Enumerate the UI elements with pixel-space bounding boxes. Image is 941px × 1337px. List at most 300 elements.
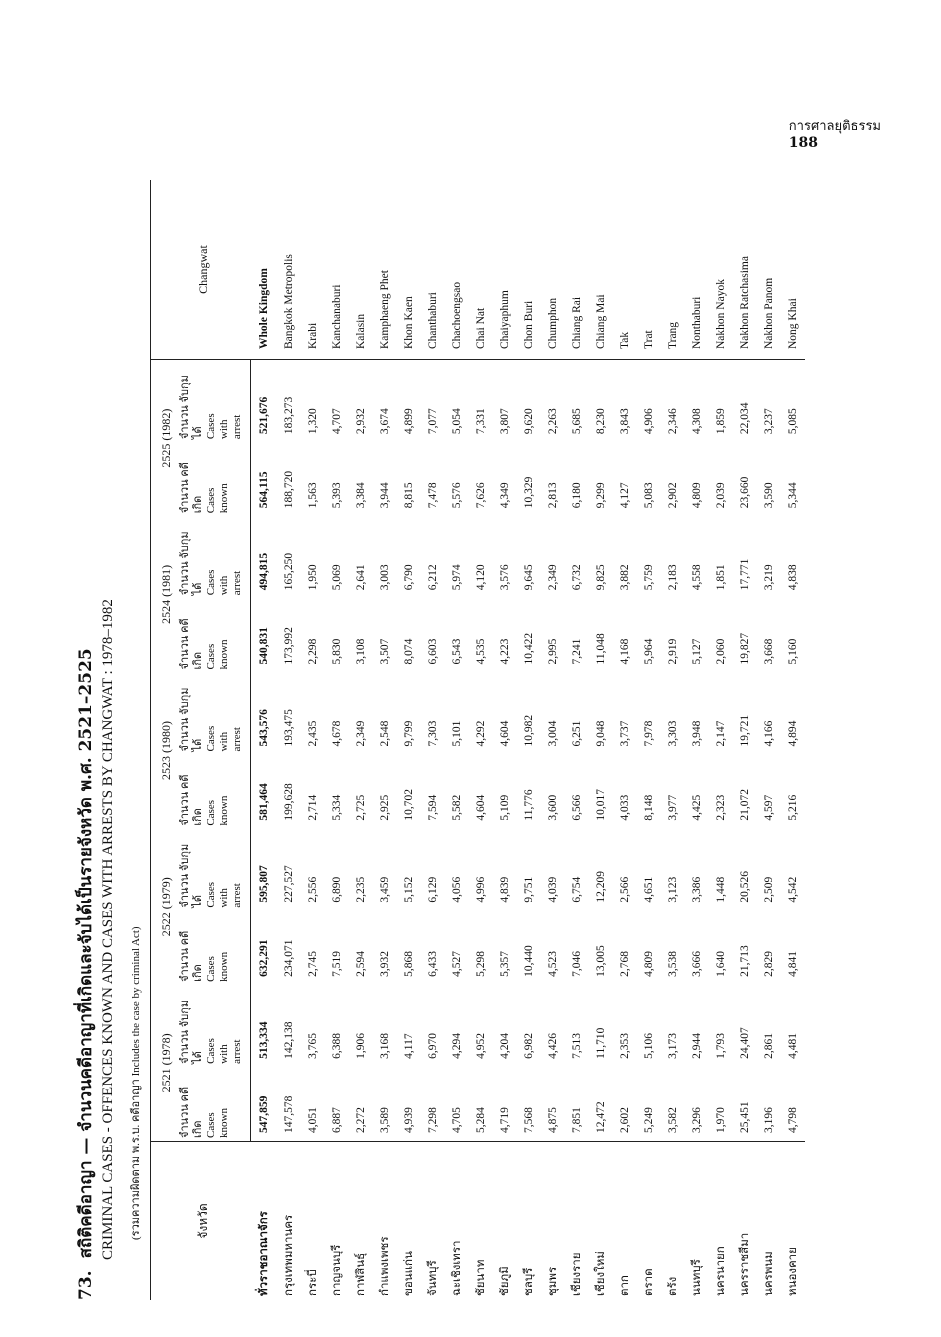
province-thai: เชียงราย [565, 1142, 589, 1301]
cases-arrest-value: 4,294 [451, 1032, 463, 1059]
province-english: Trang [661, 180, 685, 360]
cases-arrest-value: 4,894 [787, 720, 799, 747]
cases-known-value: 7,298 [427, 1107, 439, 1133]
province-row [277, 180, 301, 1300]
cases-known-value: 4,523 [547, 950, 559, 977]
cases-arrest-value: 4,558 [691, 564, 703, 591]
cases-arrest-value: 142,138 [283, 1021, 295, 1059]
cases-arrest-value: 4,678 [331, 720, 343, 747]
cases-arrest-value: 5,069 [331, 564, 343, 591]
arrest-en-label: arrest [231, 883, 243, 908]
cases-arrest-value: 3,576 [499, 564, 511, 591]
year-header: 2521 (1978) [151, 985, 178, 1142]
cases-known-value: 10,017 [595, 789, 607, 821]
province-row [589, 180, 613, 1300]
cases-known-value: 10,422 [523, 632, 535, 665]
cases-known-value: 4,033 [619, 794, 631, 821]
cases-arrest-value: 1,851 [715, 564, 727, 591]
cases-known-value: 23,660 [739, 476, 751, 509]
cases-arrest-value: 6,982 [523, 1032, 535, 1059]
cases-arrest-value: 9,620 [523, 408, 535, 435]
cases-known-value: 3,668 [763, 638, 775, 665]
total-row [251, 180, 278, 1300]
cases-known-value: 4,527 [451, 950, 463, 977]
cases-arrest-value: 3,003 [379, 564, 391, 591]
cases-arrest-value: 3,303 [667, 720, 679, 747]
cases-arrest-value: 2,353 [619, 1032, 631, 1059]
cases-known-value: 4,809 [691, 482, 703, 509]
table-number: 73. [76, 1270, 96, 1300]
province-english: Tak [613, 180, 637, 360]
known-thai-label: จำนวน คดีเกิด [179, 618, 204, 670]
cases-known-value: 234,071 [283, 939, 295, 977]
cases-known-value: 4,597 [763, 794, 775, 821]
cases-arrest-value: 4,707 [331, 408, 343, 435]
year-header-row [151, 180, 178, 1300]
cases-known-value: 9,299 [595, 482, 607, 509]
arrest-thai-label: จำนวน จับกุมได้ [179, 843, 204, 908]
province-thai: จันทบุรี [421, 1142, 445, 1301]
cases-known-value: 5,830 [331, 638, 343, 665]
province-english: Trat [637, 180, 661, 360]
cases-arrest-value: 5,152 [403, 876, 415, 903]
cases-arrest-value: 3,674 [379, 408, 391, 435]
province-row [733, 180, 757, 1300]
cases-arrest-header [177, 360, 251, 443]
cases-known-value: 2,995 [547, 638, 559, 665]
cases-arrest-value: 4,952 [475, 1032, 487, 1059]
thai-province-header: จังหวัด [151, 1142, 251, 1301]
cases-arrest-value: 4,651 [643, 876, 655, 903]
province-thai: ชุมพร [541, 1142, 565, 1301]
cases-arrest-value: 5,106 [643, 1032, 655, 1059]
year-header: 2523 (1980) [151, 672, 178, 828]
cases-arrest-value: 6,754 [571, 876, 583, 903]
province-english: Chai Nat [469, 180, 493, 360]
cases-known-value: 3,666 [691, 950, 703, 977]
province-thai: ตราด [637, 1142, 661, 1301]
cases-known-value: 2,594 [355, 950, 367, 977]
rotated-table-page [68, 180, 858, 1300]
cases-known-value: 3,582 [667, 1107, 679, 1133]
cases-arrest-value: 4,204 [499, 1032, 511, 1059]
cases-known-value: 8,074 [403, 638, 415, 665]
cases-known-value: 5,109 [499, 794, 511, 821]
cases-arrest-value: 4,604 [499, 720, 511, 747]
province-english: Kanchanaburi [325, 180, 349, 360]
cases-arrest-value: 1,906 [355, 1032, 367, 1059]
cases-arrest-value: 1,950 [307, 564, 319, 591]
cases-known-value: 4,798 [787, 1107, 799, 1133]
cases-arrest-value: 22,034 [739, 402, 751, 435]
province-row [421, 180, 445, 1300]
cases-arrest-value: 3,123 [667, 876, 679, 903]
english-changwat-header: Changwat [151, 180, 251, 360]
cases-known-value: 5,249 [643, 1107, 655, 1133]
cases-known-value: 2,298 [307, 638, 319, 665]
cases-arrest-value: 3,948 [691, 720, 703, 747]
title-thai-line [72, 648, 99, 1300]
cases-arrest-value: 7,077 [427, 408, 439, 435]
province-row [709, 180, 733, 1300]
cases-arrest-value: 7,978 [643, 720, 655, 747]
arrest-thai-label: จำนวน จับกุมได้ [179, 531, 204, 596]
cases-arrest-value: 7,303 [427, 720, 439, 747]
cases-known-value: 632,291 [258, 939, 270, 977]
cases-known-value: 5,582 [451, 794, 463, 821]
cases-known-value: 5,393 [331, 482, 343, 509]
running-header [789, 118, 881, 152]
cases-arrest-value: 12,209 [595, 871, 607, 903]
province-row [301, 180, 325, 1300]
province-english: Nong Khai [781, 180, 805, 360]
known-en-label: Cases [205, 956, 217, 982]
province-thai: กาญจนบุรี [325, 1142, 349, 1301]
cases-arrest-value: 9,048 [595, 720, 607, 747]
cases-arrest-value: 4,292 [475, 720, 487, 747]
cases-known-value: 4,168 [619, 638, 631, 665]
province-thai: นครพนม [757, 1142, 781, 1301]
cases-arrest-value: 4,839 [499, 876, 511, 903]
cases-known-value: 4,127 [619, 482, 631, 509]
cases-arrest-value: 4,481 [787, 1032, 799, 1059]
province-thai: ชัยภูมิ [493, 1142, 517, 1301]
cases-known-value: 4,535 [475, 638, 487, 665]
province-row [445, 180, 469, 1300]
province-row [661, 180, 685, 1300]
cases-known-value: 7,478 [427, 482, 439, 509]
cases-arrest-value: 6,970 [427, 1032, 439, 1059]
cases-known-value: 7,241 [571, 638, 583, 665]
arrest-en-label: with [218, 419, 230, 440]
cases-arrest-value: 3,882 [619, 564, 631, 591]
cases-known-value: 6,543 [451, 638, 463, 665]
cases-known-value: 4,349 [499, 482, 511, 509]
cases-arrest-value: 4,426 [547, 1032, 559, 1059]
cases-known-value: 5,334 [331, 794, 343, 821]
cases-known-value: 1,640 [715, 950, 727, 977]
cases-known-value: 6,603 [427, 638, 439, 665]
province-row [325, 180, 349, 1300]
cases-known-value: 4,719 [499, 1107, 511, 1133]
cases-arrest-value: 1,793 [715, 1032, 727, 1059]
known-en-label: known [218, 951, 230, 982]
province-english: Khon Kaen [397, 180, 421, 360]
cases-known-value: 5,284 [475, 1107, 487, 1133]
cases-known-value: 2,272 [355, 1107, 367, 1133]
cases-known-value: 6,433 [427, 950, 439, 977]
cases-arrest-value: 2,556 [307, 876, 319, 903]
cases-arrest-value: 9,799 [403, 720, 415, 747]
cases-arrest-value: 2,566 [619, 876, 631, 903]
province-english: Nakhon Ratchasima [733, 180, 757, 360]
cases-known-value: 2,813 [547, 482, 559, 509]
cases-known-value: 6,887 [331, 1107, 343, 1133]
cases-known-value: 3,600 [547, 794, 559, 821]
province-thai: ตาก [613, 1142, 637, 1301]
cases-known-value: 2,829 [763, 950, 775, 977]
cases-arrest-value: 9,645 [523, 564, 535, 591]
cases-arrest-value: 17,771 [739, 558, 751, 591]
known-en-label: known [218, 795, 230, 826]
cases-arrest-value: 4,838 [787, 564, 799, 591]
cases-arrest-value: 4,899 [403, 408, 415, 435]
cases-arrest-value: 2,349 [547, 564, 559, 591]
province-thai: ชลบุรี [517, 1142, 541, 1301]
cases-arrest-value: 4,166 [763, 720, 775, 747]
cases-arrest-value: 6,790 [403, 564, 415, 591]
cases-known-value: 4,809 [643, 950, 655, 977]
province-row [613, 180, 637, 1300]
cases-arrest-value: 9,751 [523, 876, 535, 903]
cases-arrest-value: 6,388 [331, 1032, 343, 1059]
cases-known-value: 8,815 [403, 482, 415, 509]
province-thai: กระบี่ [301, 1142, 325, 1301]
province-thai: ตรัง [661, 1142, 685, 1301]
cases-known-value: 2,725 [355, 794, 367, 821]
cases-arrest-value: 3,386 [691, 876, 703, 903]
cases-arrest-value: 2,932 [355, 408, 367, 435]
cases-known-value: 547,859 [258, 1095, 270, 1133]
arrest-en-label: Cases [205, 725, 217, 752]
known-thai-label: จำนวน คดีเกิด [179, 930, 204, 982]
known-en-label: Cases [205, 1112, 217, 1138]
province-thai: นครนายก [709, 1142, 733, 1301]
known-en-label: known [218, 483, 230, 514]
cases-known-value: 2,925 [379, 794, 391, 821]
province-thai: ขอนแก่น [397, 1142, 421, 1301]
cases-known-value: 7,851 [571, 1107, 583, 1133]
province-row [685, 180, 709, 1300]
cases-arrest-value: 595,807 [258, 865, 270, 903]
known-thai-label: จำนวน คดีเกิด [179, 462, 204, 514]
cases-known-value: 12,472 [595, 1101, 607, 1133]
cases-arrest-value: 5,085 [787, 408, 799, 435]
cases-known-value: 4,604 [475, 794, 487, 821]
cases-arrest-value: 5,974 [451, 564, 463, 591]
cases-known-value: 3,944 [379, 482, 391, 509]
cases-known-value: 7,046 [571, 950, 583, 977]
cases-known-value: 5,357 [499, 950, 511, 977]
cases-known-value: 21,072 [739, 789, 751, 821]
cases-known-header [177, 754, 251, 828]
arrest-en-label: Cases [205, 881, 217, 908]
cases-known-value: 188,720 [283, 470, 295, 509]
arrest-en-label: arrest [231, 727, 243, 752]
province-row [565, 180, 589, 1300]
province-row [517, 180, 541, 1300]
arrest-thai-label: จำนวน จับกุมได้ [179, 999, 204, 1064]
cases-known-value: 540,831 [258, 627, 270, 665]
cases-known-value: 4,705 [451, 1107, 463, 1133]
province-english: Chaiyaphum [493, 180, 517, 360]
cases-known-value: 3,384 [355, 482, 367, 509]
cases-known-value: 2,323 [715, 794, 727, 821]
cases-known-value: 25,451 [739, 1101, 751, 1133]
cases-arrest-value: 9,825 [595, 564, 607, 591]
cases-arrest-value: 1,859 [715, 408, 727, 435]
cases-known-value: 21,713 [739, 945, 751, 977]
cases-known-value: 2,745 [307, 950, 319, 977]
cases-known-value: 1,563 [307, 482, 319, 509]
cases-arrest-value: 6,212 [427, 564, 439, 591]
arrest-en-label: with [218, 888, 230, 908]
cases-known-value: 5,868 [403, 950, 415, 977]
cases-arrest-value: 6,251 [571, 720, 583, 747]
province-thai: นครราชสีมา [733, 1142, 757, 1301]
title-thai: สถิติคดีอาญา — จำนวนคดีอาญาที่เกิดและจับได้เป็นรายจังหวัด พ.ศ. 2521–2525 [76, 648, 96, 1259]
cases-known-value: 3,108 [355, 638, 367, 665]
cases-known-value: 3,589 [379, 1107, 391, 1133]
cases-known-value: 1,970 [715, 1107, 727, 1133]
cases-known-value: 7,594 [427, 794, 439, 821]
cases-known-value: 173,992 [283, 627, 295, 665]
cases-arrest-value: 2,861 [763, 1032, 775, 1059]
cases-arrest-value: 6,890 [331, 876, 343, 903]
arrest-en-label: arrest [231, 1039, 243, 1064]
cases-known-value: 147,578 [283, 1095, 295, 1133]
arrest-en-label: arrest [231, 414, 243, 440]
cases-known-value: 3,977 [667, 794, 679, 821]
province-english: Chumphon [541, 180, 565, 360]
cases-arrest-value: 2,147 [715, 720, 727, 747]
province-row [373, 180, 397, 1300]
cases-known-value: 5,344 [787, 482, 799, 509]
arrest-en-label: with [218, 731, 230, 752]
province-row [349, 180, 373, 1300]
cases-arrest-value: 10,982 [523, 714, 535, 747]
province-english: Nonthaburi [685, 180, 709, 360]
cases-arrest-value: 6,129 [427, 876, 439, 903]
cases-known-value: 2,714 [307, 794, 319, 821]
province-english: Kamphaeng Phet [373, 180, 397, 360]
cases-arrest-value: 19,721 [739, 714, 751, 747]
cases-arrest-value: 4,120 [475, 564, 487, 591]
cases-known-value: 5,576 [451, 482, 463, 509]
arrest-en-label: with [218, 1044, 230, 1064]
province-thai: ทั่วราชอาณาจักร [251, 1142, 278, 1301]
year-header: 2524 (1981) [151, 516, 178, 672]
cases-arrest-value: 6,732 [571, 564, 583, 591]
cases-arrest-value: 3,765 [307, 1032, 319, 1059]
cases-arrest-value: 513,334 [258, 1021, 270, 1059]
title-note: (รวมความผิดตาม พ.ร.บ. คดีอาญา Includes the case by criminal Act) [130, 926, 142, 1240]
cases-known-value: 10,329 [523, 476, 535, 509]
cases-known-value: 581,464 [258, 783, 270, 821]
cases-known-value: 11,776 [523, 789, 535, 821]
cases-known-value: 11,048 [595, 633, 607, 665]
cases-arrest-value: 2,235 [355, 876, 367, 903]
known-thai-label: จำนวน คดีเกิด [179, 774, 204, 826]
cases-known-value: 2,060 [715, 638, 727, 665]
province-thai: กรุงเทพมหานคร [277, 1142, 301, 1301]
cases-known-value: 5,298 [475, 950, 487, 977]
cases-known-value: 19,827 [739, 632, 751, 665]
cases-known-header [177, 1067, 251, 1142]
arrest-thai-label: จำนวน จับกุมได้ [179, 687, 204, 752]
cases-known-value: 3,932 [379, 950, 391, 977]
province-thai: กำแพงเพชร [373, 1142, 397, 1301]
cases-arrest-value: 2,183 [667, 564, 679, 591]
arrest-thai-label: จำนวน จับกุมได้ [179, 375, 204, 440]
cases-arrest-value: 7,331 [475, 408, 487, 435]
criminal-cases-table [150, 180, 805, 1300]
cases-arrest-value: 3,459 [379, 876, 391, 903]
cases-known-value: 4,841 [787, 950, 799, 977]
cases-known-value: 2,919 [667, 638, 679, 665]
cases-arrest-value: 4,117 [403, 1033, 415, 1059]
cases-arrest-value: 2,641 [355, 564, 367, 591]
cases-arrest-header [177, 672, 251, 754]
cases-known-header [177, 598, 251, 672]
cases-arrest-value: 3,173 [667, 1032, 679, 1059]
province-english: Chon Buri [517, 180, 541, 360]
cases-arrest-value: 2,944 [691, 1032, 703, 1059]
cases-known-value: 3,507 [379, 638, 391, 665]
province-thai: ชัยนาท [469, 1142, 493, 1301]
province-thai: หนองคาย [781, 1142, 805, 1301]
known-en-label: known [218, 1108, 230, 1138]
cases-known-value: 3,538 [667, 950, 679, 977]
cases-arrest-value: 24,407 [739, 1027, 751, 1059]
province-english: Chanthaburi [421, 180, 445, 360]
province-english: Chiang Rai [565, 180, 589, 360]
cases-known-value: 5,160 [787, 638, 799, 665]
cases-known-value: 5,216 [787, 794, 799, 821]
cases-known-value: 10,440 [523, 945, 535, 977]
cases-known-value: 5,083 [643, 482, 655, 509]
cases-arrest-value: 2,263 [547, 408, 559, 435]
cases-arrest-value: 7,513 [571, 1032, 583, 1059]
cases-known-header [177, 911, 251, 985]
year-header: 2522 (1979) [151, 829, 178, 985]
province-row [757, 180, 781, 1300]
cases-known-value: 7,626 [475, 482, 487, 509]
year-header: 2525 (1982) [151, 360, 178, 517]
cases-known-value: 7,519 [331, 950, 343, 977]
cases-known-value: 4,875 [547, 1107, 559, 1133]
cases-known-value: 7,568 [523, 1107, 535, 1133]
arrest-en-label: Cases [205, 1038, 217, 1064]
cases-known-value: 5,964 [643, 638, 655, 665]
cases-known-value: 3,296 [691, 1107, 703, 1133]
cases-arrest-value: 3,237 [763, 408, 775, 435]
cases-known-value: 3,590 [763, 482, 775, 509]
cases-arrest-value: 5,054 [451, 408, 463, 435]
known-thai-label: จำนวน คดีเกิด [179, 1086, 204, 1138]
cases-arrest-value: 227,527 [283, 865, 295, 903]
province-thai: ฉะเชิงเทรา [445, 1142, 469, 1301]
province-row [637, 180, 661, 1300]
province-row [493, 180, 517, 1300]
arrest-en-label: arrest [231, 570, 243, 596]
province-english: Nakhon Panom [757, 180, 781, 360]
province-row [541, 180, 565, 1300]
title-english: CRIMINAL CASES - OFFENCES KNOWN AND CASES WITH ARRESTS BY CHANGWAT : 1978–1982 [100, 599, 116, 1260]
cases-arrest-value: 2,548 [379, 720, 391, 747]
province-thai: กาฬสินธุ์ [349, 1142, 373, 1301]
cases-arrest-value: 2,349 [355, 720, 367, 747]
province-row [469, 180, 493, 1300]
cases-arrest-value: 5,759 [643, 564, 655, 591]
province-thai: นนทบุรี [685, 1142, 709, 1301]
cases-arrest-value: 2,509 [763, 876, 775, 903]
cases-arrest-value: 8,230 [595, 408, 607, 435]
cases-known-value: 5,127 [691, 638, 703, 665]
cases-arrest-value: 3,219 [763, 564, 775, 591]
cases-arrest-value: 5,101 [451, 720, 463, 747]
cases-arrest-header [177, 516, 251, 598]
